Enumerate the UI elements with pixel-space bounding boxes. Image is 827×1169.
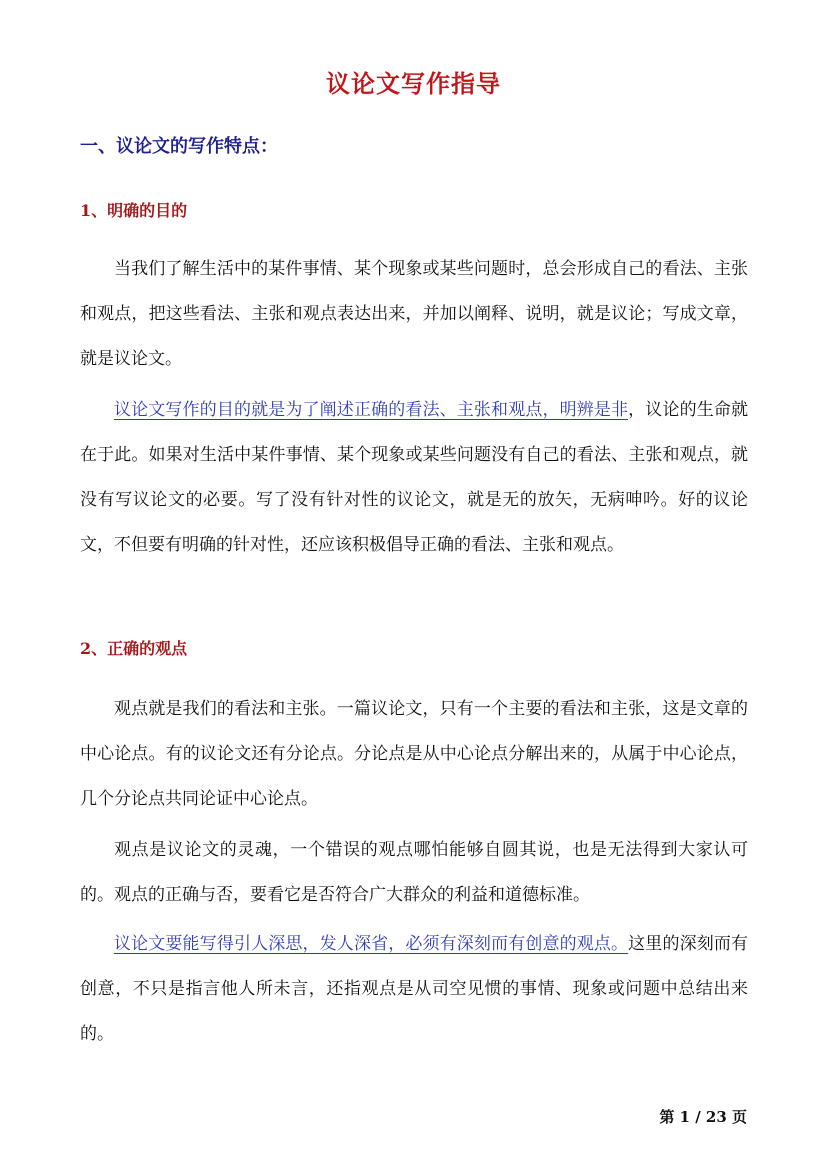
section-heading-features: 一、议论文的写作特点： bbox=[80, 136, 278, 157]
highlighted-sentence: 议论文写作的目的就是为了阐述正确的看法、主张和观点，明辨是非 bbox=[114, 400, 629, 420]
subheading-clear-purpose: 1、明确的目的 bbox=[80, 201, 188, 220]
paragraph-purpose-goal bbox=[80, 388, 748, 568]
paragraph-viewpoint-creative bbox=[80, 922, 748, 1057]
page-number: 第 1 / 23 页 bbox=[659, 1108, 747, 1126]
document-title: 议论文写作指导 bbox=[326, 69, 501, 98]
highlighted-sentence: 议论文要能写得引人深思，发人深省，必须有深刻而有创意的观点。 bbox=[114, 934, 629, 954]
subheading-correct-viewpoint: 2、正确的观点 bbox=[80, 639, 188, 658]
paragraph-text: ，议论的生命就在于此。如果对生活中某件事情、某个现象或某些问题没有自己的看法、主张和观点，就没有写议论文的必要。写了没有针对性的议论文，就是无的放矢，无病呻吟。好的议论文，不但要有明确的针对性，还应该积极倡导正确的看法、主张和观点。 bbox=[80, 400, 749, 555]
paragraph-viewpoint-soul: 观点是议论文的灵魂，一个错误的观点哪怕能够自圆其说，也是无法得到大家认可的。观点的正确与否，要看它是否符合广大群众的利益和道德标准。 bbox=[80, 840, 748, 905]
paragraph-text: 这里的深刻而有创意，不只是指言他人所未言，还指观点是从司空见惯的事情、现象或问题中总结出来的。 bbox=[80, 934, 749, 1044]
paragraph-viewpoint-definition: 观点就是我们的看法和主张。一篇议论文，只有一个主要的看法和主张，这是文章的中心论点。有的议论文还有分论点。分论点是从中心论点分解出来的，从属于中心论点，几个分论点共同论证中心论点。 bbox=[80, 699, 748, 809]
paragraph-purpose-intro: 当我们了解生活中的某件事情、某个现象或某些问题时，总会形成自己的看法、主张和观点，把这些看法、主张和观点表达出来，并加以阐释、说明，就是议论；写成文章，就是议论文。 bbox=[80, 259, 748, 369]
